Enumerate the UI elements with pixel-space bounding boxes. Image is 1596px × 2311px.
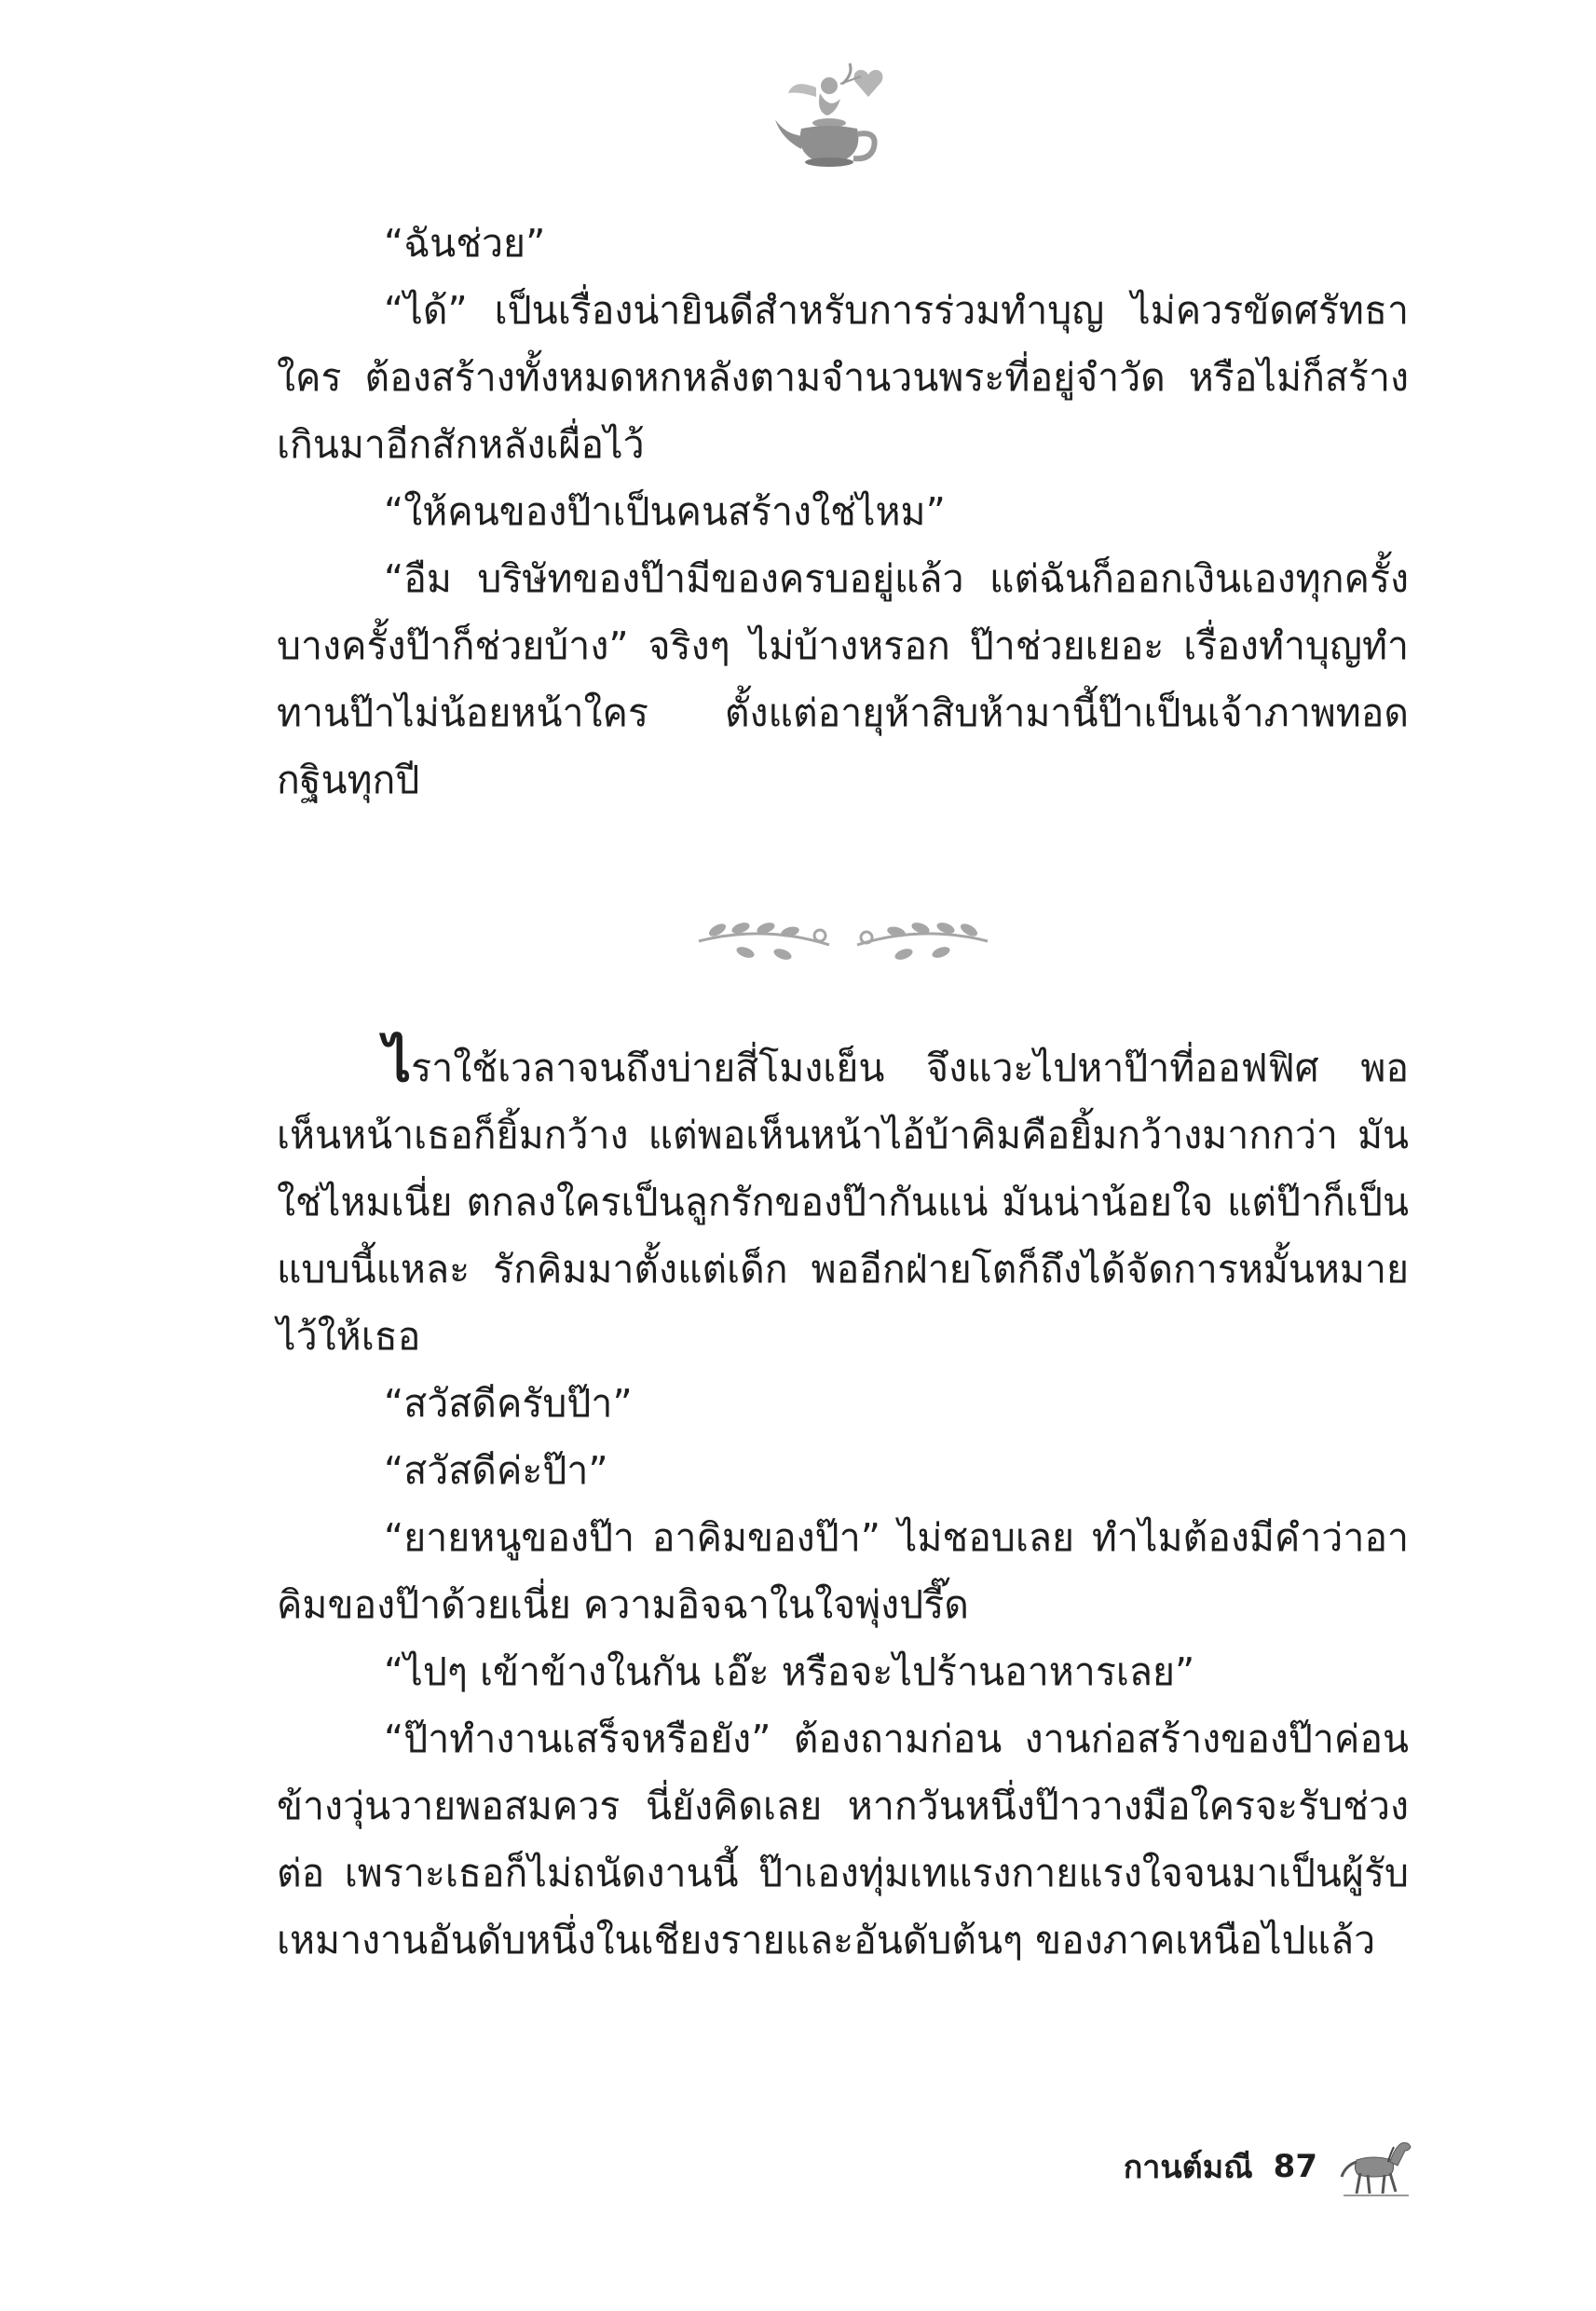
paragraph: “ให้คนของป๊าเป็นคนสร้างใช่ไหม” (384, 489, 946, 534)
paragraph: “สวัสดีครับป๊า” (384, 1381, 633, 1426)
page-number: 87 (1273, 2148, 1317, 2185)
paragraph: “ฉันช่วย” (384, 221, 546, 266)
leaf-divider-icon (689, 904, 997, 969)
paragraph: “ป๊าทำงานเสร็จหรือยัง” ต้องถามก่อน งานก่อสร้างของป๊าค่อนข้างวุ่นวายพอสมควร นี่ยังคิดเลย หากวันหนึ่งป๊าวางมือใครจะรับช่วงต่อ เพราะเธอก็ไม่ถนัดงานนี้ ป๊าเองทุ่มเทแรงกายแรงใจจนมาเป็นผู้รับเหมางานอันดับหนึ่งในเชียงรายและอันดับต้นๆ ของภาคเหนือไปแล้ว (277, 1716, 1409, 1962)
paragraph: “อืม บริษัทของป๊ามีของครบอยู่แล้ว แต่ฉันก็ออกเงินเองทุกครั้ง บางครั้งป๊าก็ช่วยบ้าง” จริงๆ ไม่บ้างหรอก ป๊าช่วยเยอะ เรื่องทำบุญทำทานป๊าไม่น้อยหน้าใคร ตั้งแต่อายุห้าสิบห้ามานี้ป๊าเป็นเจ้าภาพทอดกฐินทุกปี (277, 556, 1409, 802)
text-block-2 (277, 1031, 1409, 1974)
paragraph: “ยายหนูของป๊า อาคิมของป๊า” ไม่ชอบเลย ทำไมต้องมีคำว่าอาคิมของป๊าด้วยเนี่ย ความอิจฉาในใจพุ่งปรี๊ด (277, 1515, 1409, 1627)
drop-cap: ไ (384, 1031, 412, 1094)
paragraph (277, 1031, 1409, 1370)
page-footer (1124, 2134, 1414, 2199)
text-block-1 (277, 210, 1409, 814)
paragraph: “ได้” เป็นเรื่องน่ายินดีสำหรับการร่วมทำบุญ ไม่ควรขัดศรัทธาใคร ต้องสร้างทั้งหมดหกหลังตามจำนวนพระที่อยู่จำวัด หรือไม่ก็สร้างเกินมาอีกสักหลังเผื่อไว้ (277, 288, 1409, 467)
paragraph: “ไปๆ เข้าข้างในกัน เอ๊ะ หรือจะไปร้านอาหารเลย” (384, 1649, 1195, 1694)
paragraph-text: ราใช้เวลาจนถึงบ่ายสี่โมงเย็น จึงแวะไปหาป๊าที่ออฟฟิศ พอเห็นหน้าเธอก็ยิ้มกว้าง แต่พอเห็นหน้าไอ้บ้าคิมคือยิ้มกว้างมากกว่า มันใช่ไหมเนี่ย ตกลงใครเป็นลูกรักของป๊ากันแน่ มันน่าน้อยใจ แต่ป๊าก็เป็นแบบนี้แหละ รักคิมมาตั้งแต่เด็ก พออีกฝ่ายโตก็ถึงได้จัดการหมั้นหมายไว้ให้เธอ (277, 1046, 1409, 1359)
footer-title: กานต์มณี (1123, 2149, 1253, 2186)
paragraph: “สวัสดีค่ะป๊า” (384, 1448, 608, 1493)
horse-icon (1338, 2134, 1414, 2199)
teapot-cupid-icon (764, 56, 904, 177)
